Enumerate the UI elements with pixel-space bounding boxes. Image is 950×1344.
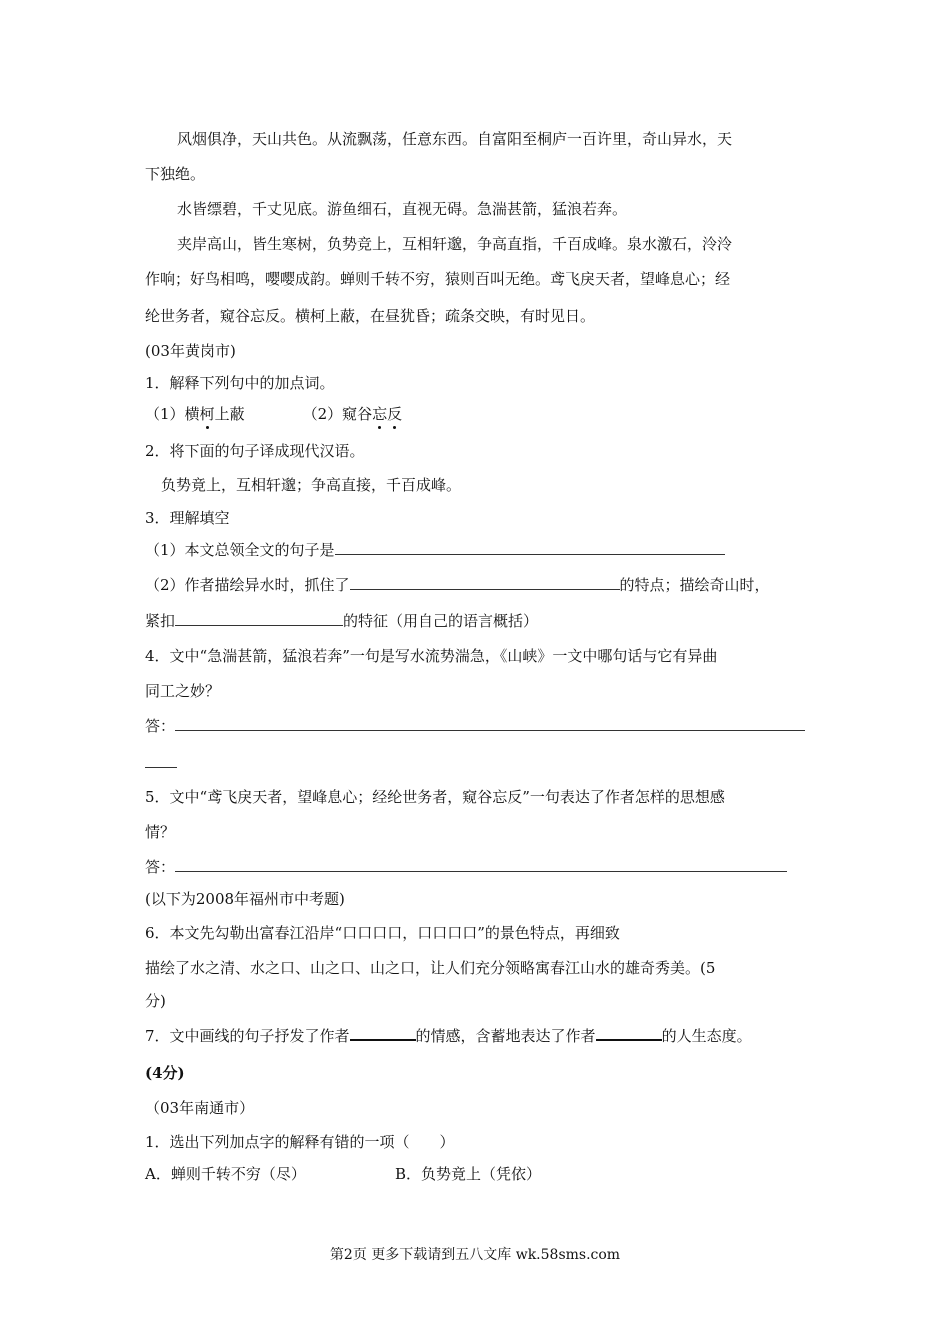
question-1: 1．解释下列句中的加点词。 — [145, 374, 335, 392]
question-3-3 — [145, 610, 538, 632]
question-2-sentence: 负势竟上，互相轩邈；争高直接，千百成峰。 — [161, 476, 462, 494]
option-b: B．负势竟上（凭依） — [395, 1165, 542, 1183]
question-3: 3．理解填空 — [145, 509, 230, 527]
answer-row-4 — [145, 715, 805, 737]
dotted-char-ke: 柯 — [199, 405, 215, 423]
source-label: (以下为2008年福州市中考题) — [145, 890, 345, 908]
question-7-post: 的人生态度。 — [661, 1027, 752, 1045]
source-label: (03年黄岗市) — [145, 342, 236, 360]
question-7 — [145, 1025, 752, 1047]
question-3-3-post: 的特征（用自己的语言概括） — [343, 612, 539, 630]
dotted-char-fan: 反 — [387, 405, 403, 423]
dotted-char-wang: 忘 — [372, 405, 388, 423]
question-1: 1．选出下列加点字的解释有错的一项（ ） — [145, 1133, 455, 1151]
option-a: A．蝉则千转不穷（尽） — [145, 1165, 306, 1183]
answer-blank[interactable] — [175, 716, 805, 731]
passage-p3-line2: 作响；好鸟相鸣，嘤嘤成韵。蝉则千转不穷，猿则百叫无绝。鸢飞戾天者，望峰息心；经 — [145, 270, 731, 288]
answer-blank[interactable] — [350, 1025, 416, 1041]
item-1-post: 上蔽 — [214, 405, 245, 423]
answer-blank[interactable] — [596, 1025, 662, 1041]
passage-p2: 水皆缥碧，千丈见底。游鱼细石，直视无碍。急湍甚箭，猛浪若奔。 — [177, 200, 628, 218]
question-4-line1: 4．文中“急湍甚箭，猛浪若奔”一句是写水流势湍急，《山峡》一文中哪句话与它有异曲 — [145, 647, 718, 665]
answer-blank[interactable] — [145, 753, 177, 768]
answer-label: 答： — [145, 717, 176, 735]
passage-p3-line3: 纶世务者，窥谷忘反。横柯上蔽，在昼犹昏；疏条交映，有时见日。 — [145, 307, 596, 325]
question-6-line2: 描绘了水之清、水之口、山之口、山之口，让人们充分领略寓春江山水的雄奇秀美。(5 — [145, 959, 716, 977]
question-7-score: (4分) — [145, 1064, 185, 1082]
question-4-line2: 同工之妙？ — [145, 682, 221, 700]
question-3-2-pre: （2）作者描绘异水时，抓住了 — [145, 576, 350, 594]
question-7-mid: 的情感，含蓄地表达了作者 — [415, 1027, 596, 1045]
passage-p1-line2: 下独绝。 — [145, 165, 206, 183]
answer-blank[interactable] — [175, 611, 343, 626]
answer-row-4-cont — [145, 752, 177, 774]
answer-blank[interactable] — [335, 540, 725, 555]
passage-p1-line1: 风烟俱净，天山共色。从流飘荡，任意东西。自富阳至桐庐一百许里，奇山异水，天 — [177, 130, 733, 148]
answer-row-5 — [145, 856, 787, 878]
question-6-line3: 分) — [145, 992, 166, 1010]
question-1-items — [145, 403, 402, 425]
answer-blank[interactable] — [175, 857, 787, 872]
item-2-pre: （2）窥谷 — [302, 405, 373, 423]
question-3-2 — [145, 574, 770, 596]
question-5-line2: 情？ — [145, 823, 176, 841]
answer-label: 答： — [145, 858, 176, 876]
question-5-line1: 5．文中“鸢飞戾天者，望峰息心；经纶世务者，窥谷忘反”一句表达了作者怎样的思想感 — [145, 788, 725, 806]
question-7-pre: 7．文中画线的句子抒发了作者 — [145, 1027, 350, 1045]
question-3-3-pre: 紧扣 — [145, 612, 176, 630]
question-3-2-post: 的特点；描绘奇山时， — [619, 576, 770, 594]
source-label: （03年南通市） — [145, 1099, 255, 1117]
question-3-1 — [145, 539, 725, 561]
page-footer: 第2页 更多下载请到五八文库 wk.58sms.com — [329, 1247, 621, 1263]
question-2: 2．将下面的句子译成现代汉语。 — [145, 442, 365, 460]
question-3-1-text: （1）本文总领全文的句子是 — [145, 541, 335, 559]
question-6-line1: 6．本文先勾勒出富春江沿岸“口口口口，口口口口”的景色特点，再细致 — [145, 924, 620, 942]
passage-p3-line1: 夹岸高山，皆生寒树，负势竞上，互相轩邈，争高直指，千百成峰。泉水激石，泠泠 — [177, 235, 733, 253]
answer-blank[interactable] — [350, 575, 620, 590]
item-1-pre: （1）横 — [145, 405, 200, 423]
